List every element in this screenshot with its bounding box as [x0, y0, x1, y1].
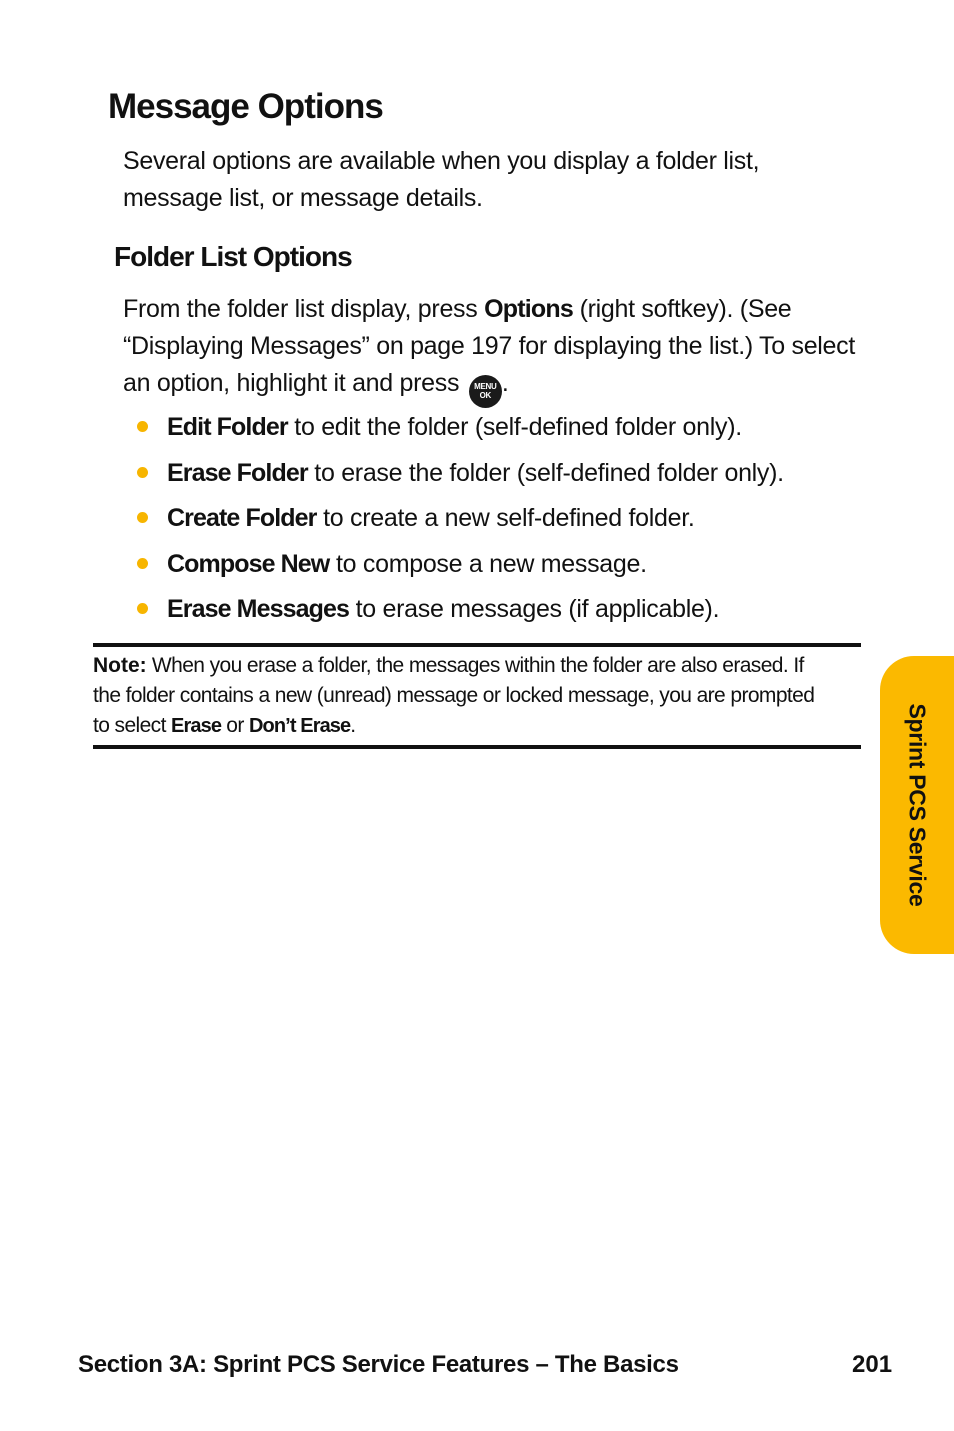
instructions-text-start: From the folder list display, press: [123, 295, 485, 323]
option-description: to edit the folder (self-defined folder only).: [287, 413, 742, 441]
note-body: When you erase a folder, the messages within the folder are also erased. If the folder contains a new (unread) message or locked message, you are prompted to select: [93, 654, 815, 737]
side-tab-label: Sprint PCS Service: [904, 703, 931, 907]
note-keyword-erase: Erase: [171, 715, 222, 737]
folder-list-instructions: [123, 291, 863, 408]
note-connector: or: [221, 714, 249, 737]
note-label: Note:: [93, 654, 147, 677]
note-box: [93, 643, 861, 749]
bullet-icon: [137, 603, 148, 614]
option-description: to create a new self-defined folder.: [316, 504, 695, 532]
instructions-text-middle: (right softkey). (See “Displaying Messages” on page 197 for displaying the list.) To select an option, highlight it and press: [123, 295, 856, 397]
option-description: to erase messages (if applicable).: [348, 595, 720, 623]
note-text: [93, 651, 833, 741]
option-description: to erase the folder (self-defined folder only).: [307, 458, 784, 487]
bullet-icon: [137, 421, 148, 432]
note-keyword-dont-erase: Don’t Erase: [249, 715, 351, 737]
footer-section-title: Section 3A: Sprint PCS Service Features – The Basics: [78, 1351, 679, 1378]
list-item: [133, 545, 893, 591]
list-item: [133, 408, 893, 454]
options-softkey-label: Options: [484, 295, 573, 323]
note-end: .: [350, 714, 356, 737]
option-term: Edit Folder: [167, 413, 288, 441]
footer-page-number: 201: [852, 1351, 893, 1378]
menu-key-text: MENU: [474, 382, 497, 391]
ok-key-text: OK: [479, 391, 492, 400]
option-description: to compose a new message.: [329, 549, 647, 578]
intro-paragraph: Several options are available when you display a folder list, message list, or message details.: [123, 147, 760, 212]
instructions-text-end: .: [501, 369, 509, 397]
folder-options-list: [133, 408, 893, 636]
section-heading-folder-list: Folder List Options: [114, 241, 352, 272]
list-item: [133, 590, 893, 636]
option-term: Compose New: [167, 549, 330, 578]
list-item: [133, 454, 893, 500]
page-title: Message Options: [108, 87, 383, 126]
bullet-icon: [137, 467, 148, 478]
option-term: Erase Messages: [167, 595, 349, 623]
side-tab: [880, 656, 954, 954]
option-term: Erase Folder: [167, 458, 308, 487]
bullet-icon: [137, 558, 148, 569]
option-term: Create Folder: [167, 504, 317, 532]
bullet-icon: [137, 512, 148, 523]
list-item: [133, 499, 893, 545]
menu-ok-key-icon: [469, 375, 502, 408]
